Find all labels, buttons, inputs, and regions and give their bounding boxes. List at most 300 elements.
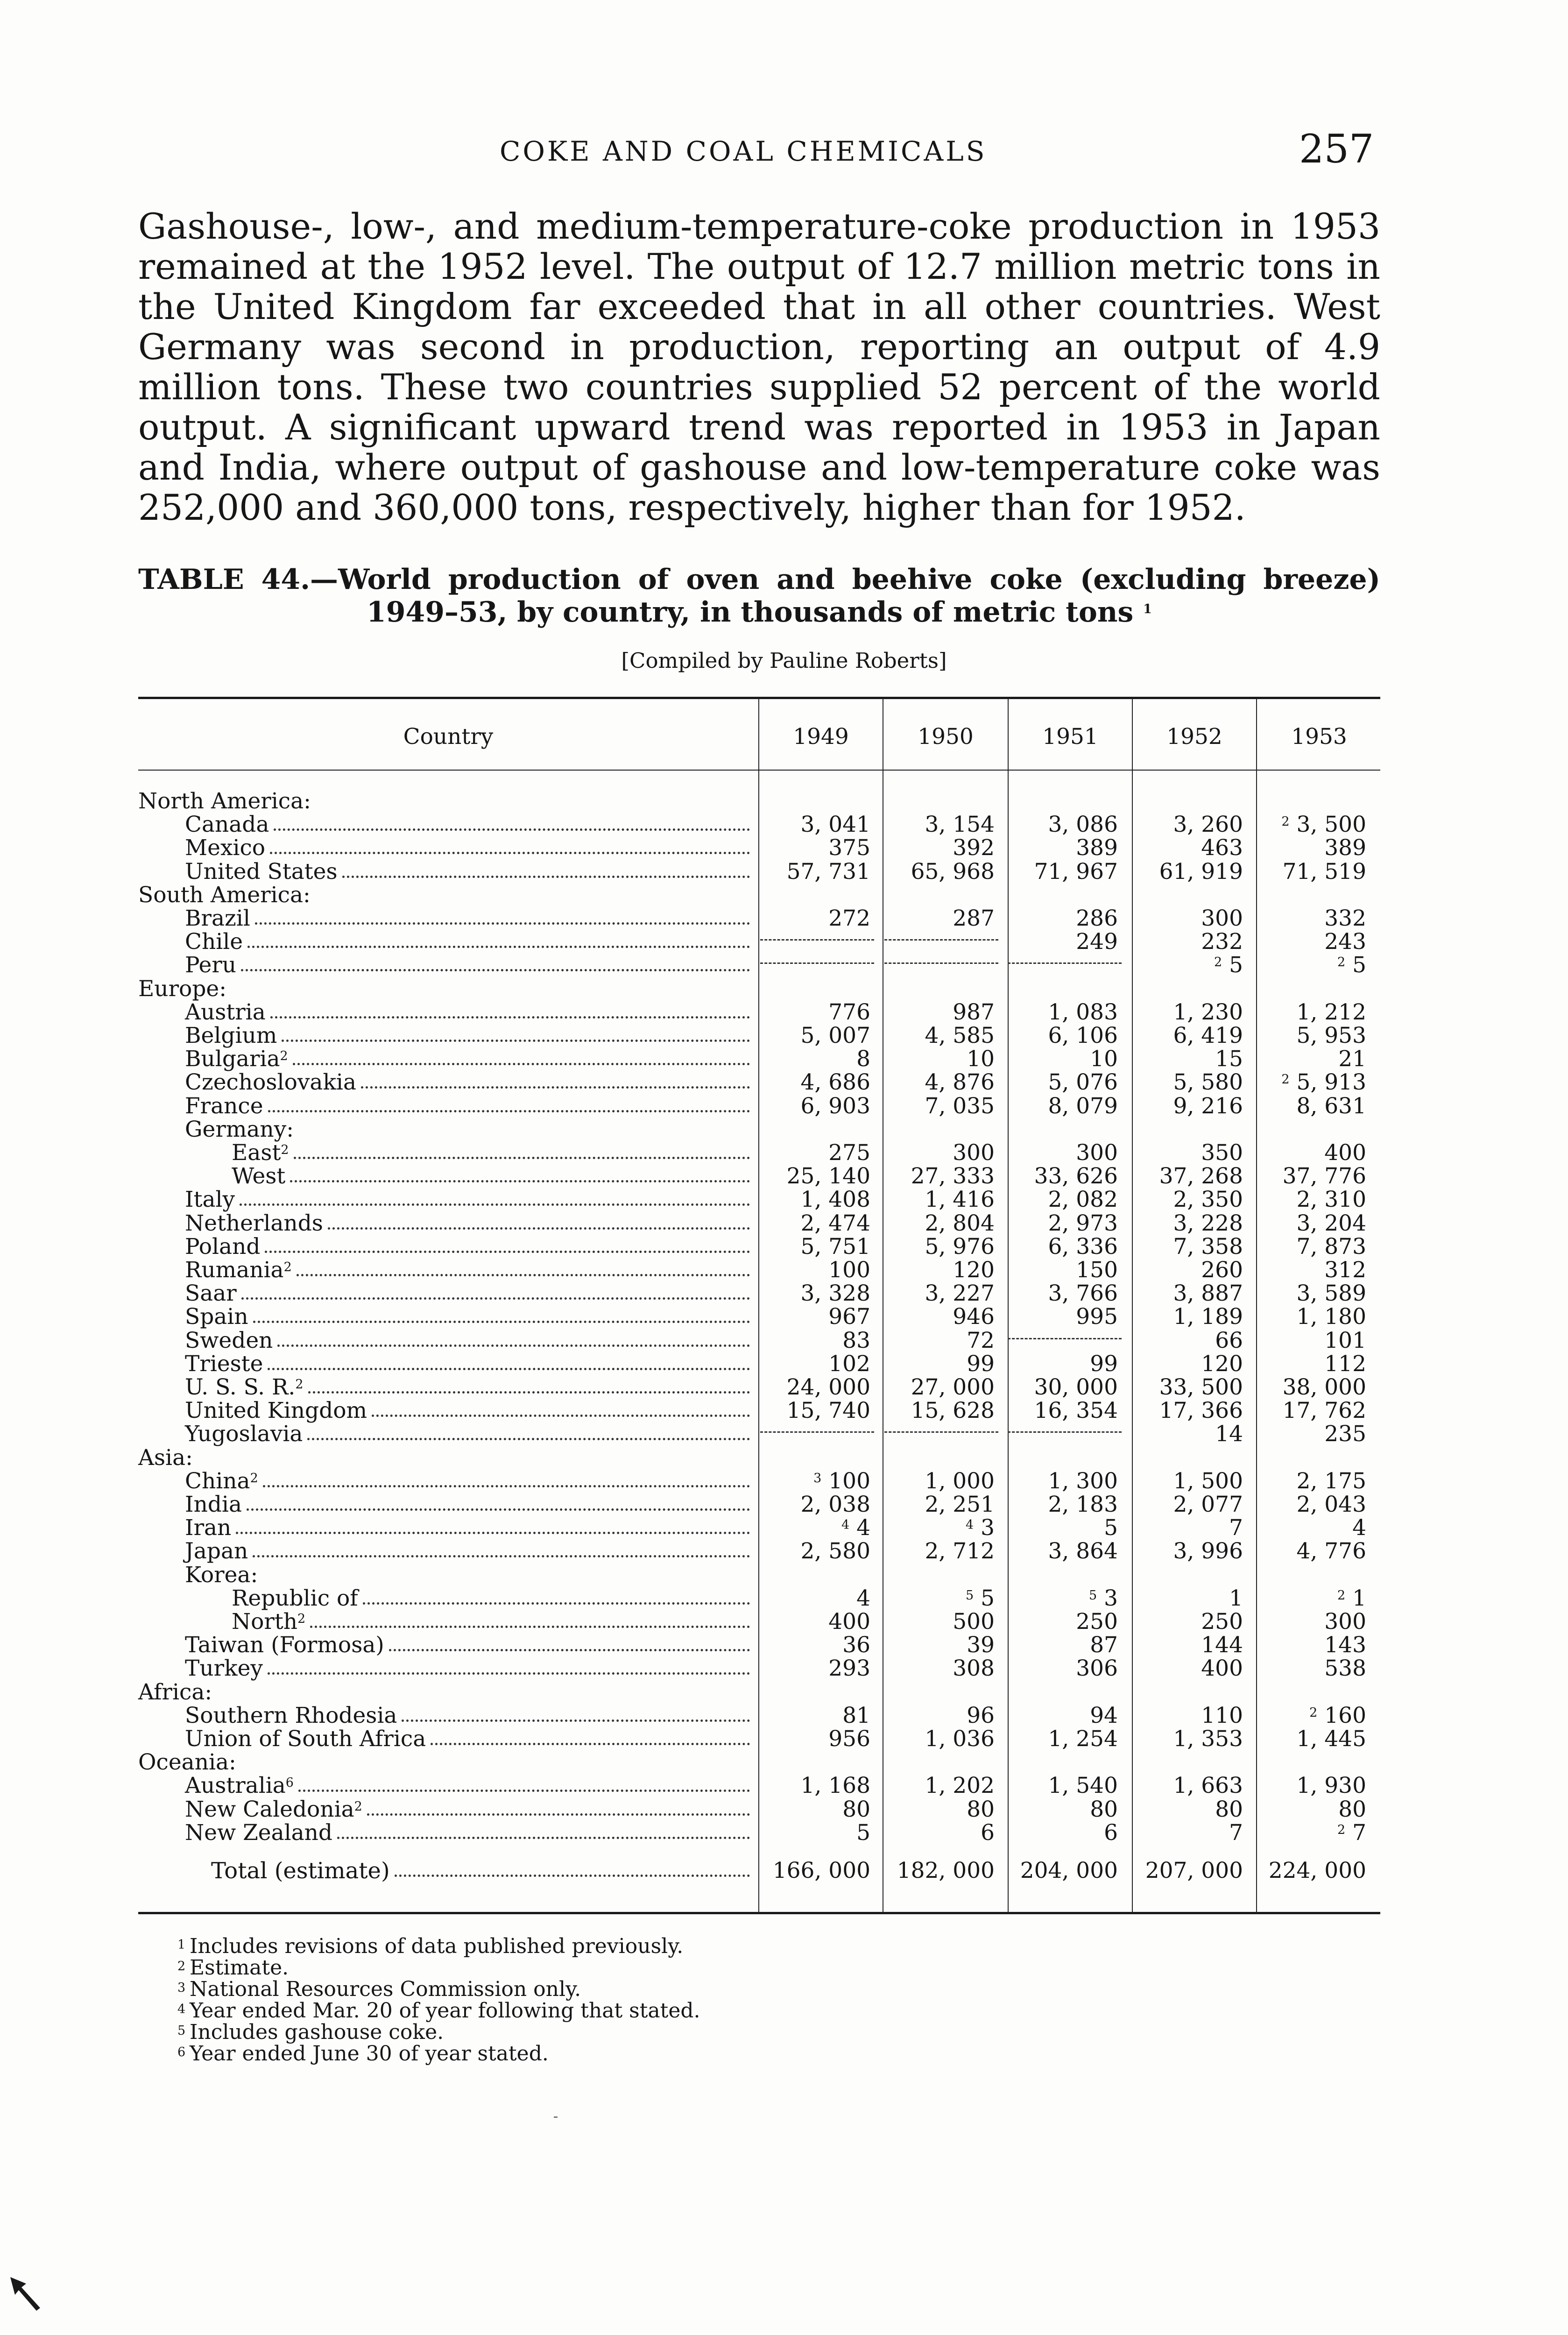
cell-value: 250 — [1076, 1609, 1118, 1634]
cell-1950 — [925, 1493, 995, 1517]
cell-value: 204, 000 — [1020, 1858, 1118, 1883]
cell-1950 — [953, 836, 995, 860]
cell-value: 8, 631 — [1296, 1093, 1366, 1119]
cell-value: 6, 106 — [1048, 1023, 1118, 1048]
cell-1949 — [801, 1024, 871, 1048]
cell-value: 182, 000 — [897, 1858, 995, 1883]
row-label-text: Netherlands — [185, 1210, 323, 1236]
row-label-text: Japan — [185, 1538, 248, 1564]
cell-1951 — [1048, 1070, 1118, 1095]
table-group-row — [138, 1118, 1381, 1142]
footnote — [177, 2022, 1018, 2043]
cell-value: 7, 035 — [925, 1093, 995, 1119]
no-data-dashes — [760, 962, 874, 964]
cell-value: 6 — [981, 1820, 995, 1846]
cell-1953 — [1283, 1375, 1366, 1400]
table-row — [138, 1422, 1381, 1446]
cell-value: 96 — [967, 1703, 995, 1728]
cell-1949 — [828, 1727, 870, 1751]
cell-1953 — [1324, 1329, 1366, 1353]
cell-1950 — [966, 1586, 995, 1611]
table-row — [138, 1375, 1381, 1400]
row-label-text: Yugoslavia — [185, 1421, 303, 1447]
cell-1950 — [897, 1859, 995, 1883]
table-row — [138, 1164, 1381, 1189]
leader-dots — [247, 1508, 750, 1511]
cell-value: 80 — [1215, 1797, 1243, 1822]
row-label — [185, 1352, 266, 1376]
cell-1952 — [1201, 930, 1243, 954]
table-row — [138, 1516, 1381, 1540]
cell-value: 300 — [1201, 906, 1243, 931]
row-label — [185, 1047, 291, 1071]
cell-value: 250 — [1201, 1609, 1243, 1634]
row-label-text: United States — [185, 859, 338, 884]
cell-value: 306 — [1076, 1656, 1118, 1681]
row-label — [138, 1680, 215, 1705]
row-label-text: Iran — [185, 1515, 232, 1541]
leader-dots — [342, 876, 750, 878]
cell-value: 1 — [1229, 1585, 1243, 1611]
cell-value: 3, 260 — [1173, 812, 1243, 837]
cell-value: 3, 204 — [1296, 1210, 1366, 1236]
cell-value: 100 — [828, 1257, 870, 1283]
cell-value: 224, 000 — [1268, 1858, 1366, 1883]
table-body — [138, 789, 1381, 1891]
row-label — [185, 860, 340, 884]
row-label-text: New Zealand — [185, 1820, 333, 1846]
cell-value: 9, 216 — [1173, 1093, 1243, 1119]
cell-1951 — [1048, 1493, 1118, 1517]
cell-1949 — [828, 1258, 870, 1282]
row-label-text: China — [185, 1468, 250, 1494]
row-label-text: Belgium — [185, 1023, 277, 1048]
cell-value: 400 — [1324, 1140, 1366, 1166]
cell-value: 7 — [1229, 1515, 1243, 1541]
cell-1949 — [856, 1047, 870, 1071]
cell-value: 2, 251 — [925, 1492, 995, 1517]
leader-dots — [241, 969, 750, 971]
row-label-text: Czechoslovakia — [185, 1069, 356, 1095]
cell-1949 — [801, 1070, 871, 1095]
cell-value: 389 — [1076, 835, 1118, 861]
footnote-ref: 2 — [283, 1260, 292, 1274]
table-caption — [138, 563, 1380, 629]
footnote — [177, 1979, 1018, 2000]
table-row — [138, 1281, 1381, 1306]
cell-1953 — [1352, 1516, 1366, 1540]
cell-value: 94 — [1090, 1703, 1118, 1728]
cell-1952 — [1173, 1000, 1243, 1025]
row-label-text: Rumania — [185, 1257, 284, 1283]
cell-1953 — [1297, 1539, 1367, 1564]
cell-value: 3, 041 — [800, 812, 870, 837]
cell-1951 — [1048, 1211, 1118, 1236]
cell-1950 — [925, 1070, 995, 1095]
leader-dots — [270, 1016, 750, 1019]
cell-1951 — [1076, 930, 1118, 954]
cell-1952 — [1173, 1188, 1243, 1212]
table-row — [138, 1656, 1381, 1681]
cell-1949 — [842, 1797, 870, 1822]
cell-1952 — [1173, 1070, 1243, 1095]
cell-1950 — [953, 1000, 995, 1025]
row-label — [185, 1469, 261, 1493]
cell-value: 39 — [967, 1632, 995, 1658]
footnote — [177, 1936, 1018, 1957]
cell-value: 538 — [1324, 1656, 1366, 1681]
cell-value: 272 — [828, 906, 870, 931]
cell-value: 1, 353 — [1173, 1726, 1243, 1752]
intro-paragraph: Gashouse-, low-, and medium-temperature-coke production in 1953 remained at the 1952 level. The output of 12.7 million metric tons in the United Kingdom far exceeded that in all other countries. West Germany was second in production, reporting an output of 4.9 million tons. These two countries supplied 52 percent of the world output. A significant upward trend was reported in 1953 in Japan and India, where output of gashouse and low-temperature coke was 252,000 and 360,000 tons, respectively, higher than for 1952. — [138, 206, 1380, 528]
cell-value: 5, 076 — [1048, 1069, 1118, 1095]
row-label — [185, 1422, 305, 1446]
cell-1952 — [1173, 1024, 1243, 1048]
cell-value: 33, 626 — [1034, 1163, 1118, 1189]
cell-1952 — [1173, 1727, 1243, 1751]
row-label — [185, 1118, 297, 1142]
cell-value: 300 — [1324, 1609, 1366, 1634]
cell-1952 — [1201, 1704, 1243, 1728]
cell-1949 — [828, 1141, 870, 1165]
cell-1953 — [1309, 1704, 1366, 1728]
cell-1950 — [911, 1164, 995, 1189]
footnote-ref: 4 — [841, 1518, 850, 1532]
cell-value: 14 — [1215, 1421, 1243, 1447]
cell-1950 — [911, 1375, 995, 1400]
row-label — [138, 977, 229, 1001]
cell-1951 — [1076, 1305, 1118, 1329]
cell-value: 3 — [1104, 1585, 1118, 1611]
table-row — [138, 1024, 1381, 1048]
cell-1949 — [801, 1094, 871, 1118]
cell-value: 207, 000 — [1145, 1858, 1243, 1883]
cell-1951 — [1048, 1539, 1118, 1564]
cell-1949 — [856, 1821, 870, 1845]
row-label — [185, 1797, 365, 1822]
row-label-text: West — [232, 1163, 286, 1189]
cell-1951 — [1076, 906, 1118, 931]
cell-1949 — [801, 1281, 871, 1306]
cell-value: 1, 036 — [925, 1726, 995, 1752]
cell-value: 1, 930 — [1296, 1773, 1366, 1798]
table-caption-footnote-ref: 1 — [1143, 602, 1152, 616]
cell-value: 71, 967 — [1034, 859, 1118, 884]
leader-dots — [310, 1626, 750, 1628]
cell-value: 235 — [1324, 1421, 1366, 1447]
cell-value: 37, 776 — [1282, 1163, 1366, 1189]
column-header-country: Country — [403, 724, 494, 750]
cell-1951 — [1034, 1164, 1118, 1189]
footnote-ref: 2 — [1214, 955, 1222, 969]
cell-1950 — [925, 1469, 995, 1493]
row-label — [185, 1539, 251, 1564]
cell-value: 1, 540 — [1048, 1773, 1118, 1798]
cell-value: 312 — [1324, 1257, 1366, 1283]
footnote-ref: 2 — [1337, 955, 1346, 969]
leader-dots — [293, 1063, 750, 1065]
cell-value: 5, 751 — [800, 1234, 870, 1259]
cell-value: 65, 968 — [911, 859, 995, 884]
cell-1949 — [801, 813, 871, 837]
leader-dots — [265, 1251, 750, 1253]
cell-1952 — [1145, 1859, 1243, 1883]
cell-value: 16, 354 — [1034, 1398, 1118, 1423]
cell-1950 — [953, 1610, 995, 1634]
cell-1952 — [1173, 1211, 1243, 1236]
table-row — [138, 1258, 1381, 1282]
cell-value: 249 — [1076, 929, 1118, 955]
cell-value: 5 — [981, 1585, 995, 1611]
cell-value: 7, 873 — [1296, 1234, 1366, 1259]
cell-1953 — [1297, 1235, 1367, 1259]
table-group-row — [138, 789, 1381, 814]
cell-1951 — [1048, 1235, 1118, 1259]
table-row — [138, 860, 1381, 884]
cell-value: 1, 212 — [1296, 999, 1366, 1025]
cell-value: 2, 175 — [1296, 1468, 1366, 1494]
cell-value: 300 — [1076, 1140, 1118, 1166]
table-row — [138, 1774, 1381, 1798]
row-label — [185, 1493, 245, 1517]
cell-1953 — [1297, 1774, 1367, 1798]
leader-dots — [363, 1602, 750, 1605]
cell-1952 — [1215, 1422, 1243, 1446]
cell-1951 — [1076, 1656, 1118, 1681]
row-label-text: Asia: — [138, 1445, 193, 1471]
column-header-1949: 1949 — [793, 724, 849, 750]
cell-value: 102 — [828, 1351, 870, 1377]
cell-value: 967 — [828, 1304, 870, 1330]
row-label — [232, 1141, 292, 1165]
cell-1949 — [828, 1305, 870, 1329]
row-label — [138, 883, 313, 907]
footnote-ref: 2 — [1337, 1588, 1346, 1603]
row-label — [185, 836, 268, 860]
cell-value: 27, 000 — [911, 1374, 995, 1400]
row-label — [185, 1375, 306, 1400]
row-label — [138, 789, 314, 814]
cell-1951 — [1048, 813, 1118, 837]
cell-1953 — [1337, 1586, 1366, 1611]
row-label-text: France — [185, 1093, 263, 1119]
cell-1950 — [925, 1774, 995, 1798]
cell-value: 1, 408 — [800, 1187, 870, 1212]
cell-1949 — [842, 1704, 870, 1728]
row-label-text: East — [232, 1140, 281, 1166]
cell-1950 — [967, 1704, 995, 1728]
row-label — [185, 906, 253, 931]
cell-value: 286 — [1076, 906, 1118, 931]
cell-1950 — [953, 1258, 995, 1282]
cell-1950 — [911, 1399, 995, 1423]
row-label — [185, 1024, 280, 1048]
cell-value: 400 — [1201, 1656, 1243, 1681]
leader-dots — [328, 1227, 750, 1230]
cell-value: 4, 686 — [800, 1069, 870, 1095]
cell-value: 166, 000 — [772, 1858, 870, 1883]
cell-value: 120 — [953, 1257, 995, 1283]
cell-value: 3, 227 — [925, 1281, 995, 1306]
footnotes — [177, 1936, 1018, 2065]
leader-dots — [372, 1415, 750, 1417]
row-label-text: Poland — [185, 1234, 261, 1259]
cell-1949 — [801, 1235, 871, 1259]
footnote-ref: 2 — [295, 1377, 304, 1392]
cell-1952 — [1201, 906, 1243, 931]
cell-value: 1, 500 — [1173, 1468, 1243, 1494]
cell-1952 — [1173, 1305, 1243, 1329]
cell-1953 — [1297, 1024, 1367, 1048]
cell-value: 6, 336 — [1048, 1234, 1118, 1259]
table-caption-line-2 — [138, 596, 1380, 629]
table-row — [138, 1329, 1381, 1353]
scan-pointer-mark — [7, 2274, 45, 2312]
cell-value: 946 — [953, 1304, 995, 1330]
cell-value: 293 — [828, 1656, 870, 1681]
row-label — [185, 1516, 234, 1540]
cell-1953 — [1297, 1305, 1367, 1329]
cell-1950 — [967, 1352, 995, 1376]
cell-value: 6, 419 — [1173, 1023, 1243, 1048]
cell-1949 — [801, 1493, 871, 1517]
cell-1949 — [801, 1188, 871, 1212]
cell-1949 — [828, 1656, 870, 1681]
cell-value: 300 — [953, 1140, 995, 1166]
cell-value: 3, 887 — [1173, 1281, 1243, 1306]
cell-value: 160 — [1324, 1703, 1366, 1728]
cell-1949 — [841, 1516, 870, 1540]
footnote-ref: 2 — [1281, 814, 1290, 829]
cell-1953 — [1281, 813, 1366, 837]
row-label — [232, 1164, 288, 1189]
row-label — [185, 1821, 335, 1845]
row-label-text: Turkey — [185, 1656, 263, 1681]
cell-value: 995 — [1076, 1304, 1118, 1330]
footnote-number: 2 — [177, 1959, 186, 1974]
cell-1950 — [966, 1516, 995, 1540]
row-label-text: Europe: — [138, 976, 227, 1002]
cell-1951 — [1034, 1399, 1118, 1423]
row-label — [185, 1774, 297, 1798]
cell-value: 150 — [1076, 1257, 1118, 1283]
footnote-ref: 2 — [1337, 1823, 1346, 1837]
row-label — [211, 1859, 393, 1883]
table-row — [138, 1211, 1381, 1236]
cell-value: 2, 038 — [800, 1492, 870, 1517]
cell-value: 71, 519 — [1282, 859, 1366, 884]
cell-1952 — [1159, 1375, 1243, 1400]
leader-dots — [268, 1672, 750, 1675]
cell-1953 — [1324, 1610, 1366, 1634]
row-label-text: New Caledonia — [185, 1797, 354, 1822]
cell-1953 — [1324, 1656, 1366, 1681]
table-row — [138, 836, 1381, 860]
leader-dots — [395, 1875, 750, 1877]
cell-1949 — [787, 860, 870, 884]
table-caption-line-1: TABLE 44.—World production of oven and beehive coke (excluding breeze) — [138, 563, 1380, 596]
table-row — [138, 1797, 1381, 1822]
no-data-dashes — [760, 1431, 874, 1433]
cell-1950 — [925, 1188, 995, 1212]
cell-1952 — [1201, 1656, 1243, 1681]
cell-value: 2, 474 — [800, 1210, 870, 1236]
row-label — [185, 1000, 268, 1025]
leader-dots — [307, 1438, 750, 1440]
cell-1952 — [1201, 1352, 1243, 1376]
cell-value: 4, 776 — [1296, 1538, 1366, 1564]
cell-1952 — [1159, 1399, 1243, 1423]
cell-1952 — [1173, 813, 1243, 837]
cell-value: 3, 589 — [1296, 1281, 1366, 1306]
footnote-ref: 2 — [281, 1143, 289, 1157]
cell-value: 17, 762 — [1282, 1398, 1366, 1423]
cell-1953 — [1281, 1070, 1366, 1095]
row-label-text: Chile — [185, 929, 243, 955]
cell-value: 1 — [1352, 1585, 1366, 1611]
cell-1951 — [1048, 1774, 1118, 1798]
row-label — [185, 1258, 295, 1282]
cell-value: 1, 202 — [925, 1773, 995, 1798]
cell-value: 987 — [953, 999, 995, 1025]
footnote-number: 5 — [177, 2024, 186, 2038]
table-group-row — [138, 1750, 1381, 1775]
leader-dots — [268, 1368, 750, 1370]
leader-dots — [367, 1813, 750, 1816]
cell-value: 5, 913 — [1296, 1069, 1366, 1095]
footnote-ref: 6 — [285, 1776, 294, 1790]
table-row — [138, 1586, 1381, 1611]
cell-1949 — [856, 1586, 870, 1611]
cell-1953 — [1297, 1281, 1367, 1306]
row-label — [185, 1656, 266, 1681]
footnote-text: National Resources Commission only. — [190, 1977, 581, 2001]
table-row — [138, 813, 1381, 837]
table-row — [138, 1188, 1381, 1212]
table-row — [138, 1821, 1381, 1845]
cell-value: 61, 919 — [1159, 859, 1243, 884]
cell-value: 7 — [1352, 1820, 1366, 1846]
cell-value: 500 — [953, 1609, 995, 1634]
leader-dots — [263, 1485, 750, 1487]
cell-1953 — [1338, 1047, 1366, 1071]
table-credit: [Compiled by Pauline Roberts] — [621, 648, 947, 673]
no-data-dashes — [884, 939, 998, 941]
footnote-ref: 2 — [297, 1612, 306, 1626]
cell-1951 — [1048, 1024, 1118, 1048]
cell-value: 1, 000 — [925, 1468, 995, 1494]
table-group-row — [138, 1446, 1381, 1470]
cell-1952 — [1173, 1539, 1243, 1564]
cell-value: 57, 731 — [786, 859, 870, 884]
cell-value: 2, 183 — [1048, 1492, 1118, 1517]
footnote-number: 6 — [177, 2045, 186, 2059]
running-title: COKE AND COAL CHEMICALS — [500, 135, 987, 167]
cell-value: 5, 580 — [1173, 1069, 1243, 1095]
footnote-ref: 2 — [250, 1471, 258, 1486]
cell-value: 81 — [842, 1703, 870, 1728]
footnote-number: 4 — [177, 2002, 186, 2017]
cell-value: 4, 585 — [925, 1023, 995, 1048]
cell-value: 36 — [842, 1632, 870, 1658]
row-label-text: Republic of — [232, 1585, 358, 1611]
cell-1949 — [828, 1610, 870, 1634]
leader-dots — [337, 1837, 750, 1839]
row-label — [185, 953, 239, 977]
cell-1950 — [925, 1211, 995, 1236]
row-label — [185, 1305, 251, 1329]
cell-value: 3, 154 — [925, 812, 995, 837]
